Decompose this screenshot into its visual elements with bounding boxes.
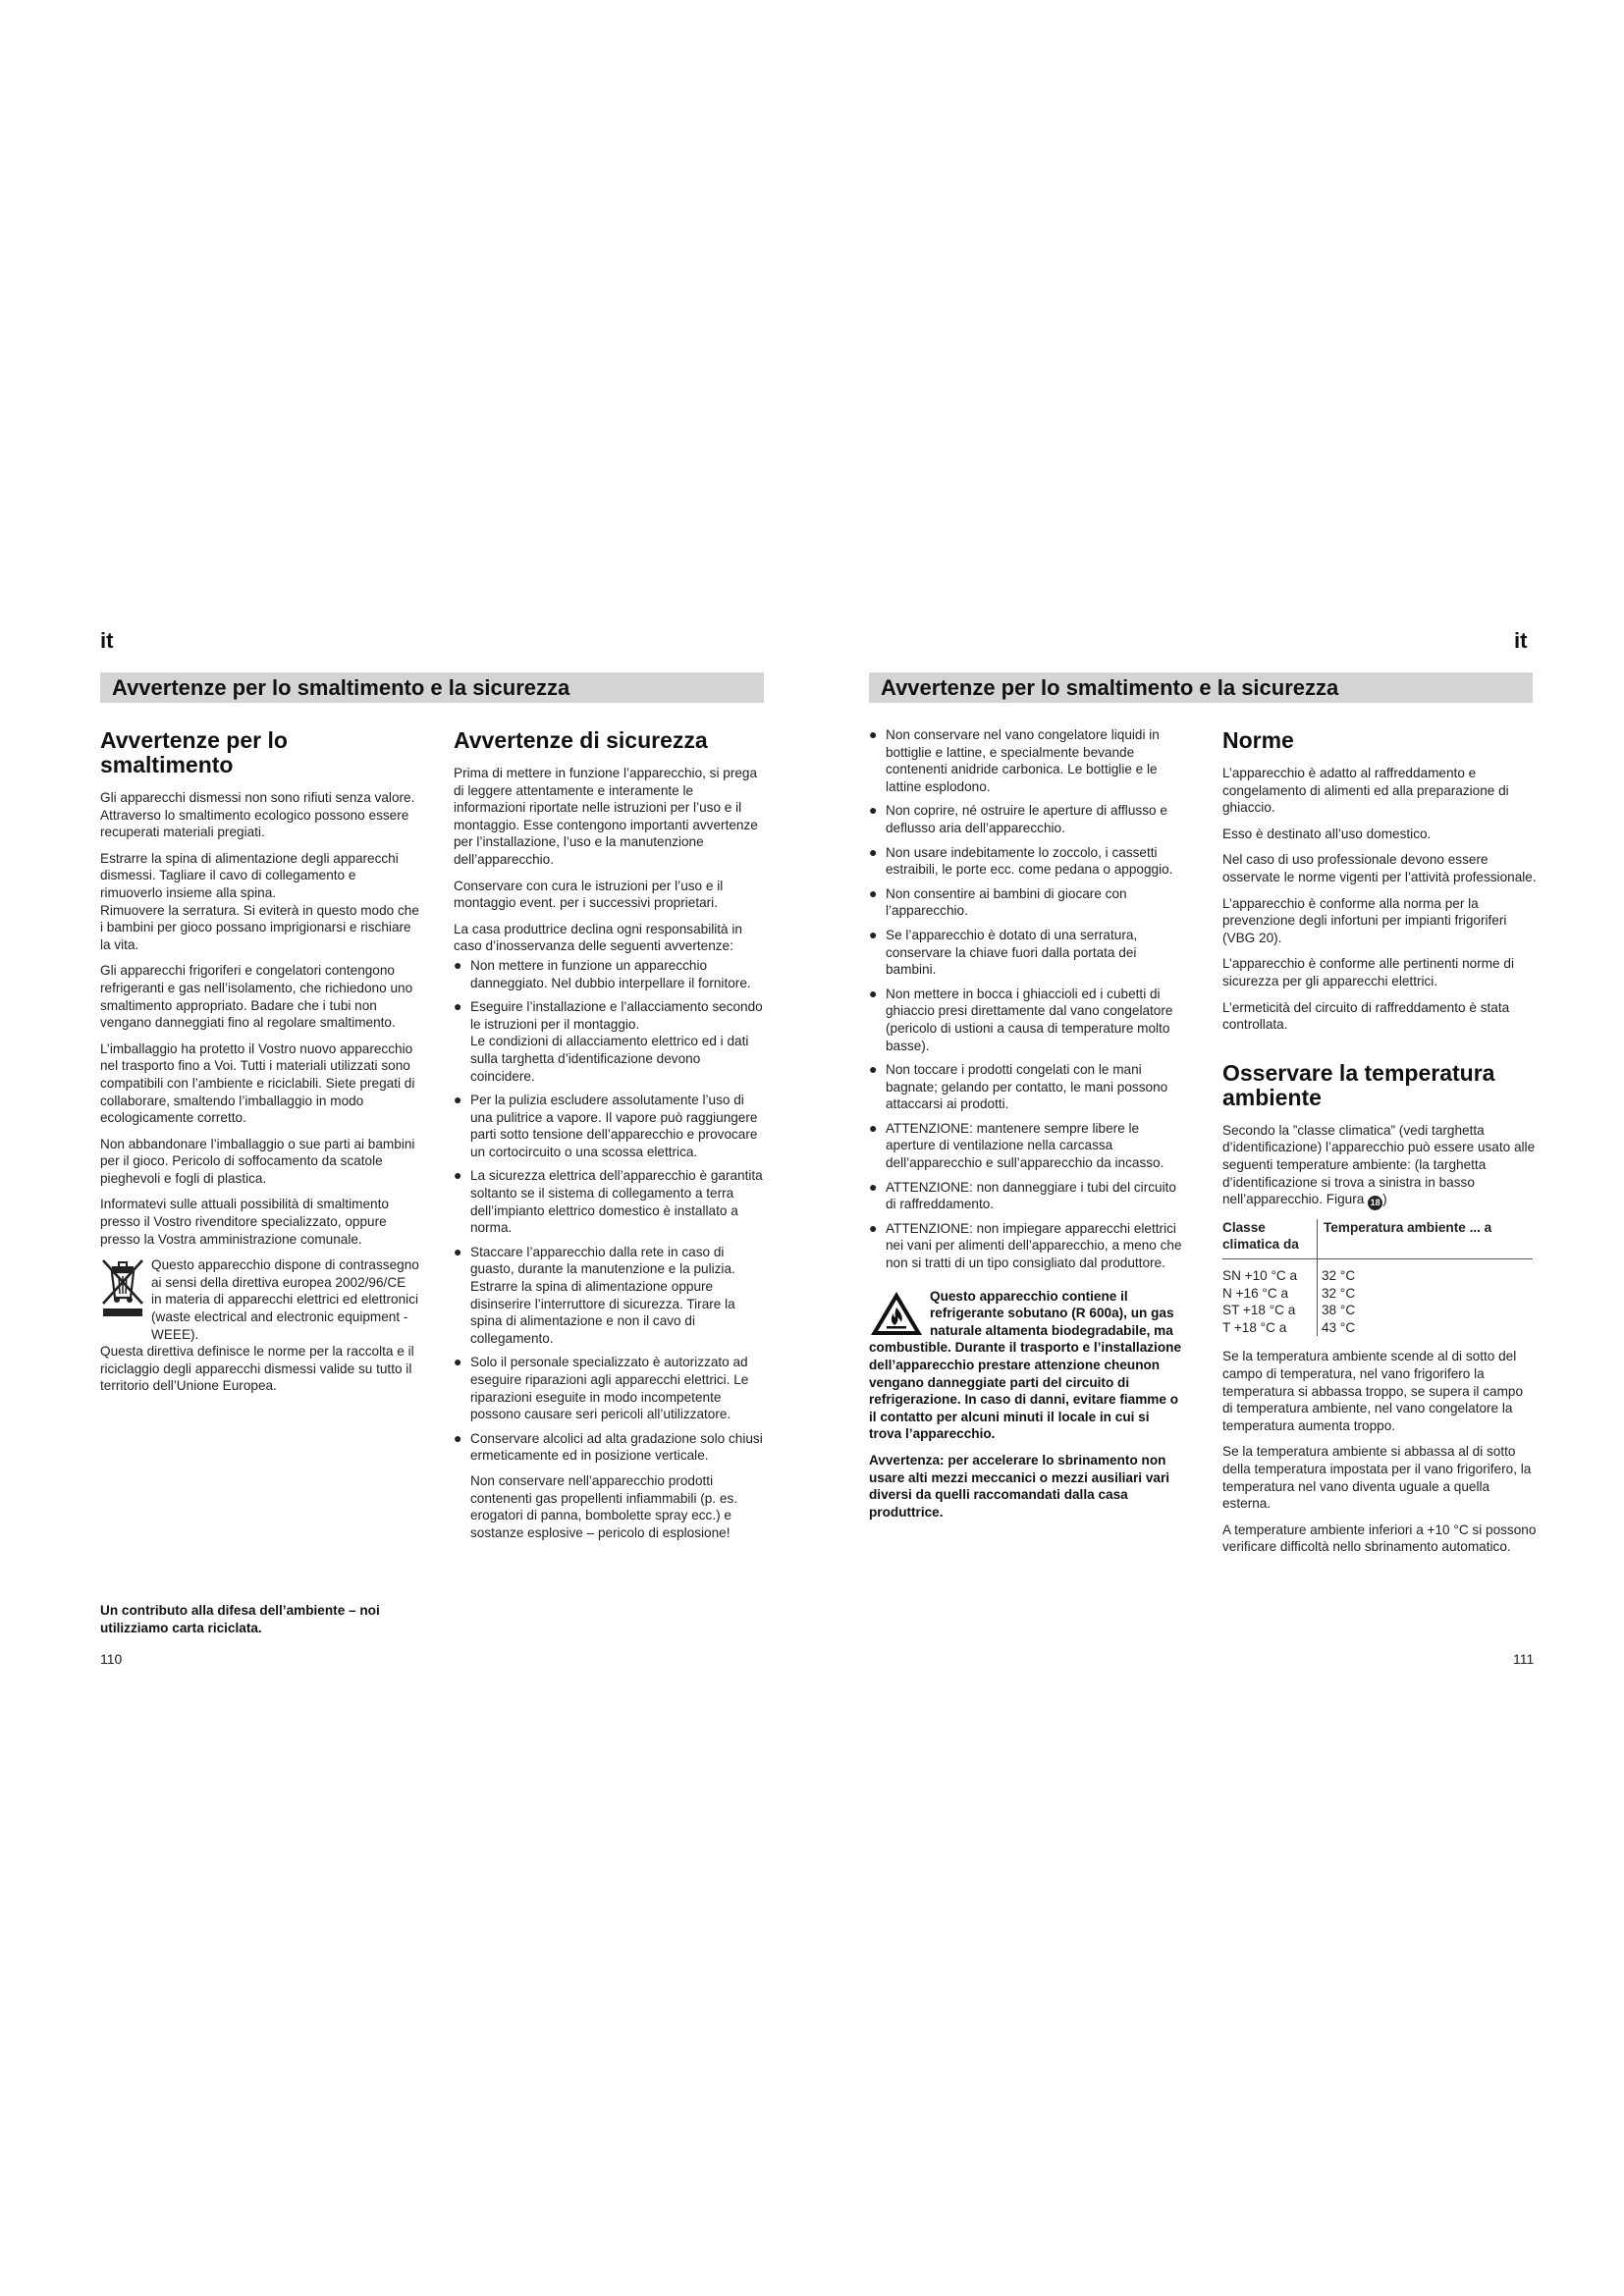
safety-bullet: ● Conservare alcolici ad alta gradazione solo chiusi ermeticamente ed in posizione verticale. Non conservare nell’apparecchio prodotti contenenti gas propellenti infiammabili (p. es. erogatori di panna, bombolette spray ecc.) e sostanze esplosive – pericolo di esplosione! <box>454 1429 763 1540</box>
safety-column-continued <box>869 726 1183 1529</box>
safety-paragraph: La casa produttrice declina ogni responsabilità in caso d’inosservanza delle seguenti avvertenze: <box>454 921 742 954</box>
safety-list <box>454 957 766 1541</box>
temperature-paragraph: Se la temperatura ambiente si abbassa al di sotto della temperatura impostata per il vano frigorifero, la temperatura nel vano diventa uguale a quella esterna. <box>1222 1444 1532 1512</box>
bullet-icon: ● <box>869 884 878 901</box>
safety-bullet: ● Se l’apparecchio è dotato di una serratura, conservare la chiave fuori dalla portata dei bambini. <box>869 926 1138 978</box>
safety-bullet: ● ATTENZIONE: non danneggiare i tubi del circuito di raffreddamento. <box>869 1178 1176 1212</box>
climate-class-table <box>1222 1219 1533 1336</box>
weee-text: Questo apparecchio dispone di contrassegno ai sensi della direttiva europea 2002/96/CE in materia di apparecchi elettrici ed elettronici (waste electrical and electronic equipment - WEEE). <box>151 1257 419 1342</box>
safety-bullet: ● Non usare indebitamente lo zoccolo, i cassetti estraibili, le porte ecc. come pedana o appoggio. <box>869 843 1173 878</box>
recycled-paper-note: Un contributo alla difesa dell’ambiente – noi utilizziamo carta riciclata. <box>100 1603 380 1635</box>
bullet-icon: ● <box>454 1092 462 1108</box>
bullet-icon: ● <box>454 998 462 1015</box>
bullet-icon: ● <box>869 1219 878 1236</box>
page-number-right: 111 <box>1513 1651 1535 1667</box>
temperature-paragraph: A temperature ambiente inferiori a +10 °C si possono verificare difficoltà nello sbrinamento automatico. <box>1222 1522 1537 1555</box>
page-number-left: 110 <box>100 1651 123 1667</box>
norms-column <box>1222 728 1537 1565</box>
weee-notice <box>100 1256 419 1343</box>
table-header: Temperatura ambiente ... a <box>1318 1219 1534 1259</box>
temperature-paragraph: Secondo la ”classe climatica” (vedi targhetta d’identificazione) l’apparecchio può essere usato alle seguenti temperature ambiente: (la targhetta d’identificazione si trova a sinistra in basso nell’apparecchio. Figura 18 ) <box>1222 1122 1537 1210</box>
safety-bullet: ● Staccare l’apparecchio dalla rete in caso di guasto, durante la manutenzione e la pulizia. Estrarre la spina di alimentazione oppure disinserire l’interruttore di sicurezza. Tirare la spina di alimentazione e non il cavo di collegamento. <box>454 1243 735 1346</box>
safety-bullet: ● ATTENZIONE: non impiegare apparecchi elettrici nei vani per alimenti dell’apparecchio, a meno che non si tratti di un tipo consigliato dal produttore. <box>869 1219 1182 1271</box>
bullet-icon: ● <box>869 926 878 942</box>
language-tag-left: it <box>100 628 114 653</box>
safety-paragraph: Prima di mettere in funzione l’apparecchio, si prega di leggere attentamente e interamente le informazioni riportate nelle istruzioni per l’uso e il montaggio. Esse contengono importanti avvertenze per l’installazione, l’uso e la manutenzione dell’apparecchio. <box>454 766 758 867</box>
disposal-column <box>100 728 419 1404</box>
disposal-paragraph: Informatevi sulle attuali possibilità di smaltimento presso il Vostro rivenditore specializzato, oppure presso la Vostra amministrazione comunale. <box>100 1197 389 1247</box>
safety-bullet: ● Per la pulizia escludere assolutamente l’uso di una pulitrice a vapore. Il vapore può raggiungere parti sotto tensione dell’apparecchio e provocare un cortocircuito o una scossa elettrica. <box>454 1092 758 1159</box>
disposal-paragraph: Questa direttiva definisce le norme per la raccolta e il riciclaggio degli apparecchi dismessi valide su tutto il territorio dell’Unione Europea. <box>100 1344 414 1394</box>
refrigerant-warning-text: Questo apparecchio contiene il refrigerante sobutano (R 600a), un gas naturale altamenta biodegradabile, ma combustible. Durante il trasporto e l’installazione dell’apparecchio prestare attenzione cheunon vengano danneggiate parti del circuito di refrigerazione. In caso di danni, evitare fiamme o il contatto per alcuni minuti il locale in cui si trova l’apparecchio. <box>869 1288 1181 1442</box>
safety-bullet: ● Non mettere in bocca i ghiaccioli ed i cubetti di ghiaccio presi direttamente dal vano congelatore (pericolo di ustioni a causa di temperature molto basse). <box>869 985 1173 1053</box>
norms-paragraph: Esso è destinato all’uso domestico. <box>1222 826 1432 841</box>
table-row: ST +18 °C a 38 °C <box>1222 1302 1533 1319</box>
table-header: Classe climatica da <box>1222 1219 1318 1259</box>
table-row: SN +10 °C a 32 °C <box>1222 1259 1533 1285</box>
table-row: N +16 °C a 32 °C <box>1222 1285 1533 1303</box>
refrigerant-warning <box>869 1288 1183 1443</box>
safety-bullet: ● Non mettere in funzione un apparecchio danneggiato. Nel dubbio interpellare il fornitore. <box>454 956 751 990</box>
disposal-paragraph: Non abbandonare l’imballaggio o sue parti ai bambini per il gioco. Pericolo di soffocamento da scatole pieghevoli e fogli di plastica. <box>100 1136 415 1186</box>
figure-reference-icon: 18 <box>1368 1196 1382 1210</box>
bullet-icon: ● <box>869 1061 878 1078</box>
norms-paragraph: Nel caso di uso professionale devono essere osservate le norme vigenti per l’attività professionale. <box>1222 852 1537 884</box>
bullet-icon: ● <box>869 1178 878 1195</box>
safety-list-continued <box>869 726 1183 1272</box>
bullet-icon: ● <box>454 1167 462 1184</box>
safety-bullet: ● La sicurezza elettrica dell’apparecchio è garantita soltanto se il sistema di collegamento a terra dell’impianto elettrico domestico è installato a norma. <box>454 1167 763 1236</box>
disposal-paragraph: Gli apparecchi frigoriferi e congelatori contengono refrigeranti e gas nell’isolamento, che richiedono uno smaltimento appropriato. Badare che i tubi non vengano danneggiati fino al regolare smaltimento. <box>100 963 413 1031</box>
safety-bullet: ● Non toccare i prodotti congelati con le mani bagnate; gelando per contatto, le mani possono attaccarsi ai prodotti. <box>869 1061 1168 1112</box>
safety-bullet: ● Non conservare nel vano congelatore liquidi in bottiglie e lattine, e specialmente bevande contenenti anidride carbonica. Le bottiglie e le lattine esplodono. <box>869 726 1160 794</box>
disposal-paragraph: L’imballaggio ha protetto il Vostro nuovo apparecchio nel trasporto fino a Voi. Tutti i materiali utilizzati sono compatibili con l’ambiente e riciclabili. Siete pregati di collaborare, smaltendo l’imballaggio in modo ecologicamente corretto. <box>100 1041 415 1126</box>
safety-bullet: ● Non consentire ai bambini di giocare con l’apparecchio. <box>869 884 1127 919</box>
disposal-paragraph: Gli apparecchi dismessi non sono rifiuti senza valore. Attraverso lo smaltimento ecologico possono essere recuperati materiali pregiati. <box>100 790 415 840</box>
bullet-icon: ● <box>454 956 462 973</box>
defrost-advice: Avvertenza: per accelerare lo sbrinamento non usare alti mezzi meccanici o mezzi ausiliari vari diversi da quelli raccomandati dalla casa produttrice. <box>869 1452 1170 1520</box>
safety-bullet: ● Solo il personale specializzato è autorizzato ad eseguire riparazioni agli apparecchi elettrici. Le riparazioni eseguite in modo incompetente possono causare seri pericoli all’utilizzatore. <box>454 1354 749 1422</box>
section-header-right: Avvertenze per lo smaltimento e la sicurezza <box>869 672 1533 703</box>
norms-title: Norme <box>1222 727 1294 753</box>
flammable-warning-icon <box>869 1290 924 1337</box>
safety-bullet: ● Non coprire, né ostruire le aperture di afflusso e deflusso aria dell’apparecchio. <box>869 802 1167 835</box>
disposal-title: Avvertenze per lo smaltimento <box>100 727 288 777</box>
safety-title: Avvertenze di sicurezza <box>454 727 708 753</box>
bullet-icon: ● <box>454 1243 462 1259</box>
section-header-left: Avvertenze per lo smaltimento e la sicurezza <box>100 672 764 703</box>
norms-paragraph: L’apparecchio è conforme alla norma per la prevenzione degli infortuni per impianti frigoriferi (VBG 20). <box>1222 895 1507 945</box>
bullet-icon: ● <box>454 1429 462 1446</box>
bullet-icon: ● <box>454 1354 462 1370</box>
bullet-icon: ● <box>869 1119 878 1136</box>
norms-paragraph: L’ermeticità del circuito di raffreddamento è stata controllata. <box>1222 999 1510 1033</box>
crossed-bin-icon <box>100 1256 145 1317</box>
safety-column <box>454 728 766 1548</box>
disposal-paragraph: Rimuovere la serratura. Si eviterà in questo modo che i bambini per gioco possano imprigionarsi e rischiare la vita. <box>100 902 419 952</box>
table-row: T +18 °C a 43 °C <box>1222 1319 1533 1337</box>
temperature-paragraph: Se la temperatura ambiente scende al di sotto del campo di temperatura, nel vano frigorifero la temperatura si abbassa troppo, se supera il campo di temperatura ambiente, nel vano congelatore la temperatura aumenta troppo. <box>1222 1349 1524 1433</box>
norms-paragraph: L’apparecchio è adatto al raffreddamento e congelamento di alimenti ed alla preparazione di ghiaccio. <box>1222 766 1509 816</box>
norms-paragraph: L’apparecchio è conforme alle pertinenti norme di sicurezza per gli apparecchi elettrici. <box>1222 956 1514 988</box>
safety-bullet: ● Eseguire l’installazione e l’allacciamento secondo le istruzioni per il montaggio. Le condizioni di allacciamento elettrico ed i dati sulla targhetta d’identificazione devono coincidere. <box>454 998 763 1084</box>
temperature-title: Osservare la temperatura ambiente <box>1222 1059 1495 1110</box>
language-tag-right: it <box>1514 628 1528 653</box>
safety-bullet: ● ATTENZIONE: mantenere sempre libere le aperture di ventilazione nella carcassa dell’apparecchio e sull’apparecchio da incasso. <box>869 1119 1164 1171</box>
bullet-icon: ● <box>869 802 878 819</box>
bullet-icon: ● <box>869 843 878 860</box>
disposal-paragraph: Estrarre la spina di alimentazione degli apparecchi dismessi. Tagliare il cavo di collegamento e rimuoverlo insieme alla spina. <box>100 850 399 900</box>
bullet-icon: ● <box>869 726 878 742</box>
bullet-icon: ● <box>869 985 878 1001</box>
safety-paragraph: Conservare con cura le istruzioni per l’uso e il montaggio event. per i successivi proprietari. <box>454 878 724 911</box>
